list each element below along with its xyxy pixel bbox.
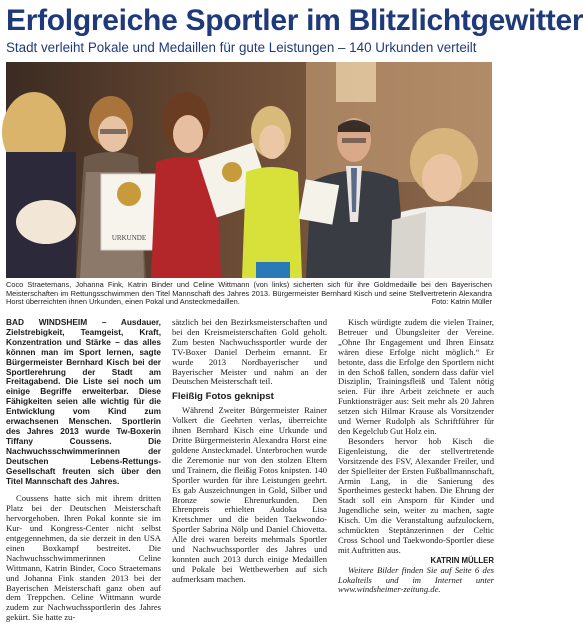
lead-paragraph: BAD WINDSHEIM – Ausdauer, Zielstrebigkeit, Teamgeist, Kraft, Konzentration und Stärke – das alles können man im Sport lernen, sagte Bürgermeister Bernhard Kisch bei der Sportlerehrung der Stadt am Freitagabend. Die Liste sei noch um einige Begriffe erweiterbar. Diese Fähigkeiten seien alle wichtig für die Entwicklung vom Kind zum erwachsenen Menschen. Sportlerin des Jahres 2013 wurde Tw-Boxerin Tiffany Coussens. Die Nachwuchsschwimmerinnen der Deutschen Lebens-Rettungs-Gesellschaft freuten sich über den Titel Mannschaft des Jahres. xyxy=(6,317,161,486)
photo-illustration xyxy=(6,62,492,278)
body-paragraph: sätzlich bei den Bezirksmeisterschaften und bei den Kreismeisterschaften Gold geholt. Zum besten Nachwuchssportler wurde der TV-Boxer Daniel Derheim ernannt. Er wurde 2013 Nordbayerischer und Bayerischer Meister und nahm an der Deutschen Meisterschaft teil. xyxy=(172,317,327,387)
body-paragraph: Coussens hatte sich mit ihrem dritten Platz bei der Deutschen Meisterschaft hervorgehoben. Ihren Pokal konnte sie im Kur- und Kongress-Center nicht selbst entgegennehmen, da sie derzeit in den USA einen Boxkampf bestreitet. Die Nachwuchsschwimmerinnen Celine Wittmann, Katrin Binder, Coco Straetemans und Johanna Fink standen 2013 bei der Bayerischen Meisterschaft ganz oben auf dem Treppchen. Celine Wittmann wurde zudem zur Nachwuchssportlerin des Jahres gekürt. Sie hatte zu- xyxy=(6,493,161,623)
body-paragraph: Kisch würdigte zudem die vielen Trainer, Betreuer und Übungsleiter der Vereine. „Ohne Ihr Engagement und Ihren Einsatz wären diese Erfolge nicht möglich.“ Er betonte, dass die Erfolge den Sportlern nicht in den Schoß fallen, sondern dass dafür viel Disziplin, Trainingsfleiß und Talent nötig seien. Für ihre Arbeit zeichnete er auch Funktionsträger aus: Seit mehr als 20 Jahren setzen sich Hilmar Krause als Vorsitzender und Werner Rudolph als Schriftführer für den Kegelclub Gut Holz ein. xyxy=(338,317,494,436)
article-column-2 xyxy=(172,318,327,596)
body-paragraph: Besonders hervor hob Kisch die Eigenleistung, die der stellvertretende Vorsitzende des FSV, Alexander Freiler, und der Spielleiter der Ersten Fußballmannschaft, Armin Lang, in die Sanierung des Sportheimes gesteckt haben. Die Ehrung der Stadt soll ein Ansporn für Kinder und Jugendliche sein, weiter zu machen, sagte Kisch. Um die Veranstaltung aufzulockern, schmückten Steptänzerinnen der Celtic Cross School und Taekwondo-Sportler diese mit Auftritten aus. xyxy=(338,435,494,555)
photo-caption xyxy=(6,281,492,307)
subheadline: Stadt verleiht Pokale und Medaillen für gute Leistungen – 140 Urkunden verteilt xyxy=(6,40,477,55)
article-column-3 xyxy=(338,318,494,596)
body-paragraph: Während Zweiter Bürgermeister Rainer Volkert die Geehrten verlas, überreichte ihnen Bernhard Kisch eine Urkunde und Dritte Bürgermeisterin Alexandra Horst eine goldene Ansteckmadel. Unterbrochen wurde die Zeremonie nur von den stolzen Eltern und Trainern, die fleißig Fotos knipsten. 140 Sportler wurden für ihre Leistungen geehrt. Es gab Auszeichnungen in Gold, Silber und Bronze sowie Ehrenurkunden. Den Ehrenpreis erhielten Audoka Lisa Kretschmer und die beiden Taekwondo-Sportler Sabrina Nölp und Daniel Chiovetta. Alle drei waren bereits mehrmals Sportler und Nachwuchssportler des Jahres und konnten auch 2013 durch einige Medaillen und Pokale bei Wettbewerben auf sich aufmerksam machen. xyxy=(172,405,327,584)
author-signature: KATRIN MÜLLER xyxy=(430,555,494,565)
headline: Erfolgreiche Sportler im Blitzlichtgewitter xyxy=(6,4,583,37)
photo-credit: Foto: Katrin Müller xyxy=(431,297,492,307)
more-info-note: Weitere Bilder finden Sie auf Seite 6 des Lokalteils und im Internet unter www.windsheimer-zeitung.de. xyxy=(338,564,494,595)
article-column-1 xyxy=(6,317,161,623)
certificate-label: URKUNDE xyxy=(111,234,147,242)
article-photo xyxy=(6,62,492,278)
photo-caption-text: Coco Straetemans, Johanna Fink, Katrin Binder und Celine Wittmann (von links) sicherten sich für ihre Goldmedaille bei den Bayerischen Meisterschaften im Rettungsschwimmen den Titel Mannschaft des Jahres 2013. Bürgermeister Bernhard Kisch und seine Stellvertreterin Alexandra Horst überreichten ihnen Urkunden, einen Pokal und Ansteckmedaillen. xyxy=(6,280,492,307)
section-subheading: Fleißig Fotos geknipst xyxy=(172,391,274,403)
